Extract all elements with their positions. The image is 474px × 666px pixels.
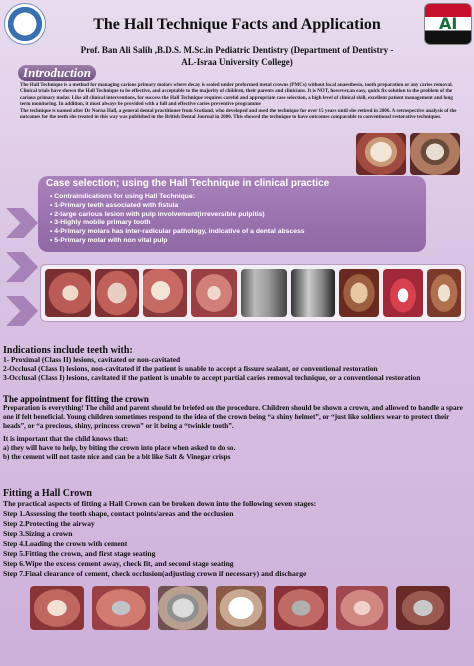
list-item: 3-Occlusal (Class I) lesions, cavitated if the patient is unable to accept partial caries removal technique, or a conventional restoration: [3, 373, 421, 382]
appointment-point-b: b) the cement will not taste nice and can be a bit like Salt & Vinegar crisps: [3, 453, 231, 461]
fitting-heading: Fitting a Hall Crown: [3, 488, 92, 499]
step-photo: [216, 586, 266, 630]
list-item: • Contraindications for using Hall Technique:: [50, 193, 195, 200]
step-item: Step 7.Final clearance of cement, check occlusion(adjusting crown if necessary) and discharge: [3, 569, 307, 578]
appointment-note: It is important that the child knows that:: [3, 435, 129, 443]
arrow-chevron-2: [6, 252, 38, 282]
carious-molar-photo: [356, 133, 406, 175]
list-item: • 1-Primary teeth associated with fistula: [50, 201, 179, 209]
list-item: • 5-Primary molar with non vital pulp: [50, 236, 168, 244]
step-photo: [30, 586, 84, 630]
clinical-photo: [427, 269, 461, 317]
step-photo: [92, 586, 150, 630]
appointment-section: [3, 395, 469, 462]
step-photo: [396, 586, 450, 630]
author-affiliation: [60, 44, 414, 68]
arrow-chevron-1: [6, 208, 38, 238]
author-line-2: AL-Israa University College): [181, 57, 293, 67]
appointment-point-a: a) they will have to help, by biting the crown into place when asked to do so.: [3, 444, 236, 452]
clinical-photo: [95, 269, 139, 317]
clinical-photo: [339, 269, 379, 317]
clinical-photo: [191, 269, 237, 317]
step-item: Step 6.Wipe the excess cement away, check fit, and second stage seating: [3, 559, 234, 568]
college-logo: [4, 3, 46, 45]
author-line-1: Prof. Ban Ali Salih ,B.D.S. M.Sc.in Pediatric Dentistry (Department of Dentistry -: [80, 45, 394, 55]
arrow-chevron-3: [6, 296, 38, 326]
clinical-photo-strip: [40, 264, 466, 322]
clinical-photo: [143, 269, 187, 317]
list-item: • 3-Highly mobile primary tooth: [50, 219, 151, 227]
indications-section: [3, 346, 469, 382]
case-selection-box: [38, 176, 426, 252]
step-item: Step 5.Fitting the crown, and first stage seating: [3, 549, 156, 558]
radiograph-photo: [291, 269, 335, 317]
intro-paragraph-2: The technique is named after Dr Norna Hall, a general dental practitioner from Scotland, who developed and used the technique for over 15 years until she retired in 2006. A retrospective analysis of the outcomes for the teeth she treated in this way was published in the British Dental Journal in 2006. This showed the technique to have outcomes comparable to conventional restorative techniques.: [20, 107, 457, 121]
introduction-text: [20, 82, 458, 120]
indications-heading: Indications include teeth with:: [3, 345, 133, 356]
contraindications-list: [50, 193, 305, 246]
step-photo: [274, 586, 328, 630]
step-photo: [336, 586, 388, 630]
list-item: 1- Proximal (Class II) lesions, cavitated or non-cavitated: [3, 355, 181, 364]
intro-paragraph-1: The Hall Technique is a method for managing carious primary molars where decay is sealed under preformed metal crowns (PMCs) without local anaesthesia, tooth preparation or any caries removal. Clinical trials have shown the Hall Technique to be effective, and acceptable to the majority of children, their parents and clinicians. It is NOT, however,an easy, quick fix solution to the problem of the carious primary molar. Like all clinical interventions, for success the Hall Technique requires careful and appropriate case selection, a high level of clinical skill, excellent patient management and long term monitoring. In addition, it must always be provided with a full and effective caries preventive programme: [20, 82, 453, 108]
university-flag-logo: AI: [424, 3, 472, 45]
list-item: • 4-Primary molars has inter-radicular pathology, indicative of a dental abscess: [50, 228, 305, 236]
step-item: Step 1.Assessing the tooth shape, contact points/areas and the occlusion: [3, 509, 234, 518]
appointment-paragraph: Preparation is everything! The child and parent should be briefed on the procedure. Children should be shown a crown, and allowed to handle a spare one if felt beneficial. Young children sometimes respond to the idea of the crown being “a shiny helmet”, or “just like soldiers wear to protect their heads”, or “a precious, shiny, princess crown” or it being a “twinkle tooth”.: [3, 404, 463, 430]
clinical-photo: [45, 269, 91, 317]
fitting-intro: The practical aspects of fitting a Hall Crown can be broken down into the following seven stages:: [3, 499, 317, 508]
list-item: • 2-large carious lesion with pulp involvement(irreversible pulpitis): [50, 210, 265, 218]
introduction-heading: Introduction: [18, 65, 96, 81]
fitting-section: [3, 489, 469, 579]
step-photo: [158, 586, 208, 630]
poster-title: The Hall Technique Facts and Application: [93, 16, 381, 33]
list-item: 2-Occlusal (Class I) lesions, non-cavitated if the patient is unable to accept a fissure sealant, or conventional restoration: [3, 364, 378, 373]
clinical-photo: [383, 269, 423, 317]
step-item: Step 4.Loading the crown with cement: [3, 539, 128, 548]
appointment-heading: The appointment for fitting the crown: [3, 394, 149, 404]
radiograph-photo: [241, 269, 287, 317]
step-item: Step 3.Sizing a crown: [3, 529, 73, 538]
decayed-molar-photo: [410, 133, 460, 175]
step-item: Step 2.Protecting the airway: [3, 519, 95, 528]
case-selection-title: Case selection; using the Hall Technique in clinical practice: [46, 178, 330, 189]
